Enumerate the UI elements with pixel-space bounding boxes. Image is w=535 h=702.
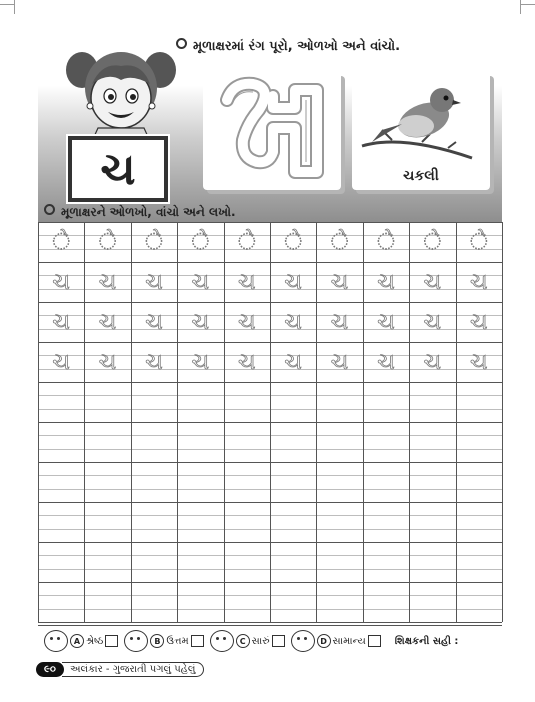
practice-cell[interactable]: ચ [237, 269, 256, 295]
practice-cell[interactable] [224, 502, 270, 542]
picture-word: ચકલી [403, 168, 439, 184]
practice-cell[interactable] [38, 382, 84, 422]
rating-item-d[interactable] [291, 630, 381, 652]
book-title: અલંકાર - ગુજરાતી પગલું પહેલું [62, 662, 205, 677]
practice-cell[interactable] [38, 542, 84, 582]
practice-cell[interactable] [363, 462, 409, 502]
practice-cell[interactable] [224, 382, 270, 422]
crop-mark-top-left [0, 4, 14, 19]
practice-cell[interactable]: ચ [284, 349, 302, 375]
sparrow-icon [352, 72, 490, 172]
practice-cell[interactable] [38, 422, 84, 462]
column-divider [270, 222, 271, 622]
practice-cell[interactable]: ચ [52, 269, 70, 295]
instruction-top-text: મૂળાક્ષરમાં રંગ પૂરો, ઓળખો અને વાંચો. [193, 39, 401, 54]
practice-cell[interactable]: ે [238, 229, 256, 255]
smiley-icon [124, 630, 148, 652]
practice-cell[interactable] [270, 582, 316, 622]
practice-cell[interactable]: ચ [145, 349, 163, 375]
column-divider [131, 222, 132, 622]
practice-cell[interactable] [409, 422, 455, 462]
rating-label: સારું [251, 635, 270, 647]
practice-cell[interactable]: ચ [377, 269, 395, 295]
column-divider [456, 222, 457, 622]
practice-cell[interactable] [270, 462, 316, 502]
practice-cell[interactable] [363, 502, 409, 542]
rating-item-c[interactable] [210, 630, 285, 652]
practice-cell[interactable]: ે [470, 229, 488, 255]
practice-cell[interactable]: ચ [52, 309, 70, 335]
practice-cell[interactable]: ે [284, 229, 302, 255]
rating-label: ઉત્તમ [166, 635, 189, 647]
practice-cell[interactable]: ચ [330, 349, 349, 375]
practice-cell[interactable] [177, 502, 223, 542]
column-divider [84, 222, 85, 622]
crop-mark-top-right-v [506, 0, 521, 14]
practice-cell[interactable] [84, 542, 130, 582]
practice-cell[interactable]: ચ [145, 309, 163, 335]
practice-cell[interactable] [456, 502, 502, 542]
rating-checkbox[interactable] [191, 635, 204, 647]
practice-cell[interactable]: ચ [98, 269, 117, 295]
practice-cell[interactable] [177, 582, 223, 622]
practice-cell[interactable]: ચ [145, 269, 163, 295]
practice-cell[interactable]: ચ [469, 309, 488, 335]
rating-label: શ્રેષ્ઠ [86, 635, 104, 647]
practice-cell[interactable] [177, 542, 223, 582]
practice-cell[interactable] [363, 542, 409, 582]
column-divider [502, 222, 503, 622]
letter-card-text: ચ [100, 143, 136, 195]
smiley-icon [291, 630, 315, 652]
practice-cell[interactable] [224, 422, 270, 462]
practice-cell[interactable] [363, 422, 409, 462]
practice-cell[interactable] [131, 502, 177, 542]
teacher-sign: શિક્ષકની સહી : [394, 635, 459, 647]
footer [36, 660, 204, 678]
practice-cell[interactable]: ચ [52, 349, 70, 375]
rating-checkbox[interactable] [105, 635, 118, 647]
practice-cell[interactable]: ચ [191, 349, 210, 375]
practice-cell[interactable] [270, 502, 316, 542]
practice-cell[interactable] [316, 582, 362, 622]
practice-cell[interactable]: ચ [284, 309, 302, 335]
practice-cell[interactable] [409, 582, 455, 622]
practice-cell[interactable]: ચ [191, 309, 210, 335]
rating-checkbox[interactable] [272, 635, 285, 647]
grade-badge: B [150, 634, 164, 648]
practice-cell[interactable] [84, 502, 130, 542]
grade-badge: D [317, 634, 331, 648]
practice-cell[interactable] [316, 542, 362, 582]
column-divider [409, 222, 410, 622]
practice-cell[interactable] [131, 422, 177, 462]
practice-cell[interactable]: ે [145, 229, 163, 255]
column-divider [224, 222, 225, 622]
rating-item-a[interactable] [44, 630, 118, 652]
practice-cell[interactable]: ચ [423, 309, 442, 335]
practice-cell[interactable] [456, 462, 502, 502]
practice-cell[interactable]: ે [377, 229, 395, 255]
practice-cell[interactable] [363, 582, 409, 622]
practice-cell[interactable] [38, 462, 84, 502]
practice-cell[interactable] [316, 382, 362, 422]
practice-cell[interactable] [409, 462, 455, 502]
rating-bar [38, 625, 502, 656]
practice-cell[interactable] [84, 382, 130, 422]
practice-cell[interactable]: ચ [469, 269, 488, 295]
grade-badge: A [70, 634, 84, 648]
practice-cell[interactable] [224, 462, 270, 502]
practice-cell[interactable] [363, 382, 409, 422]
practice-cell[interactable] [38, 582, 84, 622]
practice-cell[interactable] [456, 582, 502, 622]
instruction-top [176, 38, 400, 54]
practice-cell[interactable]: ચ [191, 269, 210, 295]
letter-outline-icon [203, 72, 341, 190]
practice-cell[interactable]: ચ [237, 309, 256, 335]
practice-cell[interactable] [84, 582, 130, 622]
practice-cell[interactable] [224, 582, 270, 622]
practice-cell[interactable]: ચ [330, 269, 349, 295]
practice-cell[interactable] [316, 502, 362, 542]
page-number: ૯૦ [36, 662, 64, 677]
practice-cell[interactable] [131, 382, 177, 422]
practice-cell[interactable] [270, 382, 316, 422]
practice-cell[interactable]: ચ [423, 269, 442, 295]
practice-cell[interactable] [270, 422, 316, 462]
practice-cell[interactable] [409, 502, 455, 542]
practice-cell[interactable]: ે [98, 229, 117, 255]
instruction-practice-text: મૂળાક્ષરને ઓળખો, વાંચો અને લખો. [61, 205, 236, 219]
letter-tracing-box [203, 72, 341, 190]
practice-cell[interactable] [409, 542, 455, 582]
instruction-practice [44, 204, 236, 220]
practice-cell[interactable] [131, 542, 177, 582]
practice-cell[interactable] [456, 422, 502, 462]
practice-cell[interactable]: ે [52, 229, 70, 255]
practice-cell[interactable]: ે [191, 229, 210, 255]
rating-checkbox[interactable] [368, 635, 381, 647]
smiley-icon [44, 630, 68, 652]
practice-cell[interactable]: ચ [98, 349, 117, 375]
practice-cell[interactable] [316, 422, 362, 462]
rating-label: સામાન્ય [332, 635, 366, 647]
column-divider [363, 222, 364, 622]
crop-mark-top-left-v [14, 0, 29, 14]
crop-mark-top-right [521, 4, 535, 19]
practice-cell[interactable] [456, 542, 502, 582]
rating-item-b[interactable] [124, 630, 203, 652]
smiley-icon [210, 630, 234, 652]
practice-cell[interactable] [131, 462, 177, 502]
practice-cell[interactable] [270, 542, 316, 582]
practice-cell[interactable] [84, 462, 130, 502]
practice-grid [38, 222, 502, 622]
practice-cell[interactable]: ચ [377, 309, 395, 335]
practice-cell[interactable] [84, 422, 130, 462]
practice-cell[interactable] [316, 462, 362, 502]
practice-cell[interactable] [409, 382, 455, 422]
bullet-icon [44, 204, 55, 215]
practice-cell[interactable]: ચ [423, 349, 442, 375]
practice-cell[interactable]: ે [330, 229, 349, 255]
practice-cell[interactable] [177, 382, 223, 422]
practice-cell[interactable]: ચ [330, 309, 349, 335]
practice-cell[interactable] [224, 542, 270, 582]
practice-cell[interactable]: ચ [237, 349, 256, 375]
practice-cell[interactable] [131, 582, 177, 622]
grade-badge: C [236, 634, 250, 648]
column-divider [177, 222, 178, 622]
column-divider [316, 222, 317, 622]
practice-cell[interactable] [38, 502, 84, 542]
practice-cell[interactable]: ચ [98, 309, 117, 335]
picture-card [352, 72, 490, 190]
letter-card [68, 136, 168, 202]
practice-cell[interactable] [177, 422, 223, 462]
practice-cell[interactable] [456, 382, 502, 422]
column-divider [38, 222, 39, 622]
practice-cell[interactable] [177, 462, 223, 502]
practice-cell[interactable]: ચ [284, 269, 302, 295]
practice-cell[interactable]: ચ [377, 349, 395, 375]
guide-line [38, 622, 502, 623]
practice-cell[interactable]: ે [423, 229, 442, 255]
practice-cell[interactable]: ચ [469, 349, 488, 375]
